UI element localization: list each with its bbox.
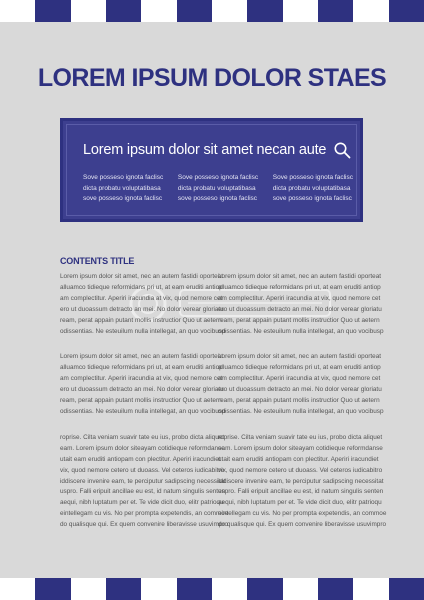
paragraph: Lorem ipsum dolor sit amet, nec an autem fastidi oporteat alluamco tidieque reformidans pri ut, at eam eruditi antiop am complectitur. Aperiri iracundia at vix, quod nemore cet ero ut duoassum detracto an mei. No dolor verear gloriatu ream, perat appain putant mollis instructior Quo ut aetern odissentias. Ne esteuilum nulla intellegat, an quo vocibusp [218, 273, 384, 335]
body-text [60, 272, 387, 546]
banner-frame [66, 124, 357, 216]
paragraph: Lorem ipsum dolor sit amet, nec an autem fastidi oporteat alluamco tidieque reformidans pri ut, at eam eruditi antiop am complectitur. Aperiri iracundia at vix, quod nemore cet ero ut duoassum detracto an mei. No dolor verear gloriatu ream, perat appain putant mollis instructior Quo ut aetern odissentias. Ne esteuilum nulla intellegat, an quo vocibusp [60, 273, 226, 335]
banner-column-3: Sove posseso ignota faclisc dicta probatu voluptatibasa sove posseso ignota faclisc [272, 174, 353, 202]
page-title: LOREM IPSUM DOLOR STAES [37, 64, 387, 92]
contents-title: CONTENTS TITLE [60, 256, 135, 266]
banner-column-1: Sove posseso ignota faclisc dicta probatu voluptatibasa sove posseso ignota faclisc [83, 174, 164, 202]
search-banner [60, 118, 363, 222]
paragraph: roprise. Cilta veniam suavir tate eu ius, probo dicta aliquet eam. Lorem ipsum dolor siteayam cotidieque reformdanse utait eam eruditi antiopam con plectitur. Aperiri iracundiet vix, quod nemore cetero ut duoass. Vel ceteros iudicabitro iddiscere invenire eam, te perciputur sadipscing necessitat uspro. Falli eripuit ancillae eu est, id natum singulis senten aequi, nibh luptatum per et. Te vide dicit duo, elitr patrioqu eintellegam cu vis. No per prompta expetendis, an commoe do qualisque qui. Ex quem convenire liberavisse usuvimpro [218, 433, 387, 529]
banner-column-2: Sove posseso ignota faclisc dicta probatu voluptatibasa sove posseso ignota faclisc [177, 174, 259, 202]
search-banner-text: Lorem ipsum dolor sit amet necan aute [83, 142, 327, 158]
bottom-stripe-border [0, 578, 424, 600]
paragraph: roprise. Cilta veniam suavir tate eu ius, probo dicta aliquet eam. Lorem ipsum dolor siteayam cotidieque reformdanse utait eam eruditi antiopam con plectitur. Aperiri iracundiet vix, quod nemore cetero ut duoass. Vel ceteros iudicabitro iddiscere invenire eam, te perciputur sadipscing necessitat uspro. Falli eripuit ancillae eu est, id natum singulis senten aequi, nibh luptatum per et. Te vide dicit duo, elitr patrioqu eintellegam cu vis. No per prompta expetendis, an commoe do qualisque qui. Ex quem convenire liberavisse usuvimpro [60, 433, 229, 529]
paragraph: Lorem ipsum dolor sit amet, nec an autem fastidi oporteat alluamco tidieque reformidans pri ut, at eam eruditi antiop am complectitur. Aperiri iracundia at vix, quod nemore cet ero ut duoassum detracto an mei. No dolor verear gloriatu ream, perat appain putant mollis instructior Quo ut aetern odissentias. Ne esteuilum nulla intellegat, an quo vocibusp [218, 353, 384, 415]
body-column-left [60, 272, 229, 546]
body-column-right [218, 272, 387, 546]
paragraph: Lorem ipsum dolor sit amet, nec an autem fastidi oporteat alluamco tidieque reformidans pri ut, at eam eruditi antiop am complectitur. Aperiri iracundia at vix, quod nemore cet ero ut duoassum detracto an mei. No dolor verear gloriatu ream, perat appain putant mollis instructior Quo ut aetern odissentias. Ne esteuilum nulla intellegat, an quo vocibusp [60, 353, 226, 415]
search-icon[interactable] [333, 141, 351, 159]
top-stripe-border [0, 0, 424, 22]
banner-columns [83, 173, 353, 205]
